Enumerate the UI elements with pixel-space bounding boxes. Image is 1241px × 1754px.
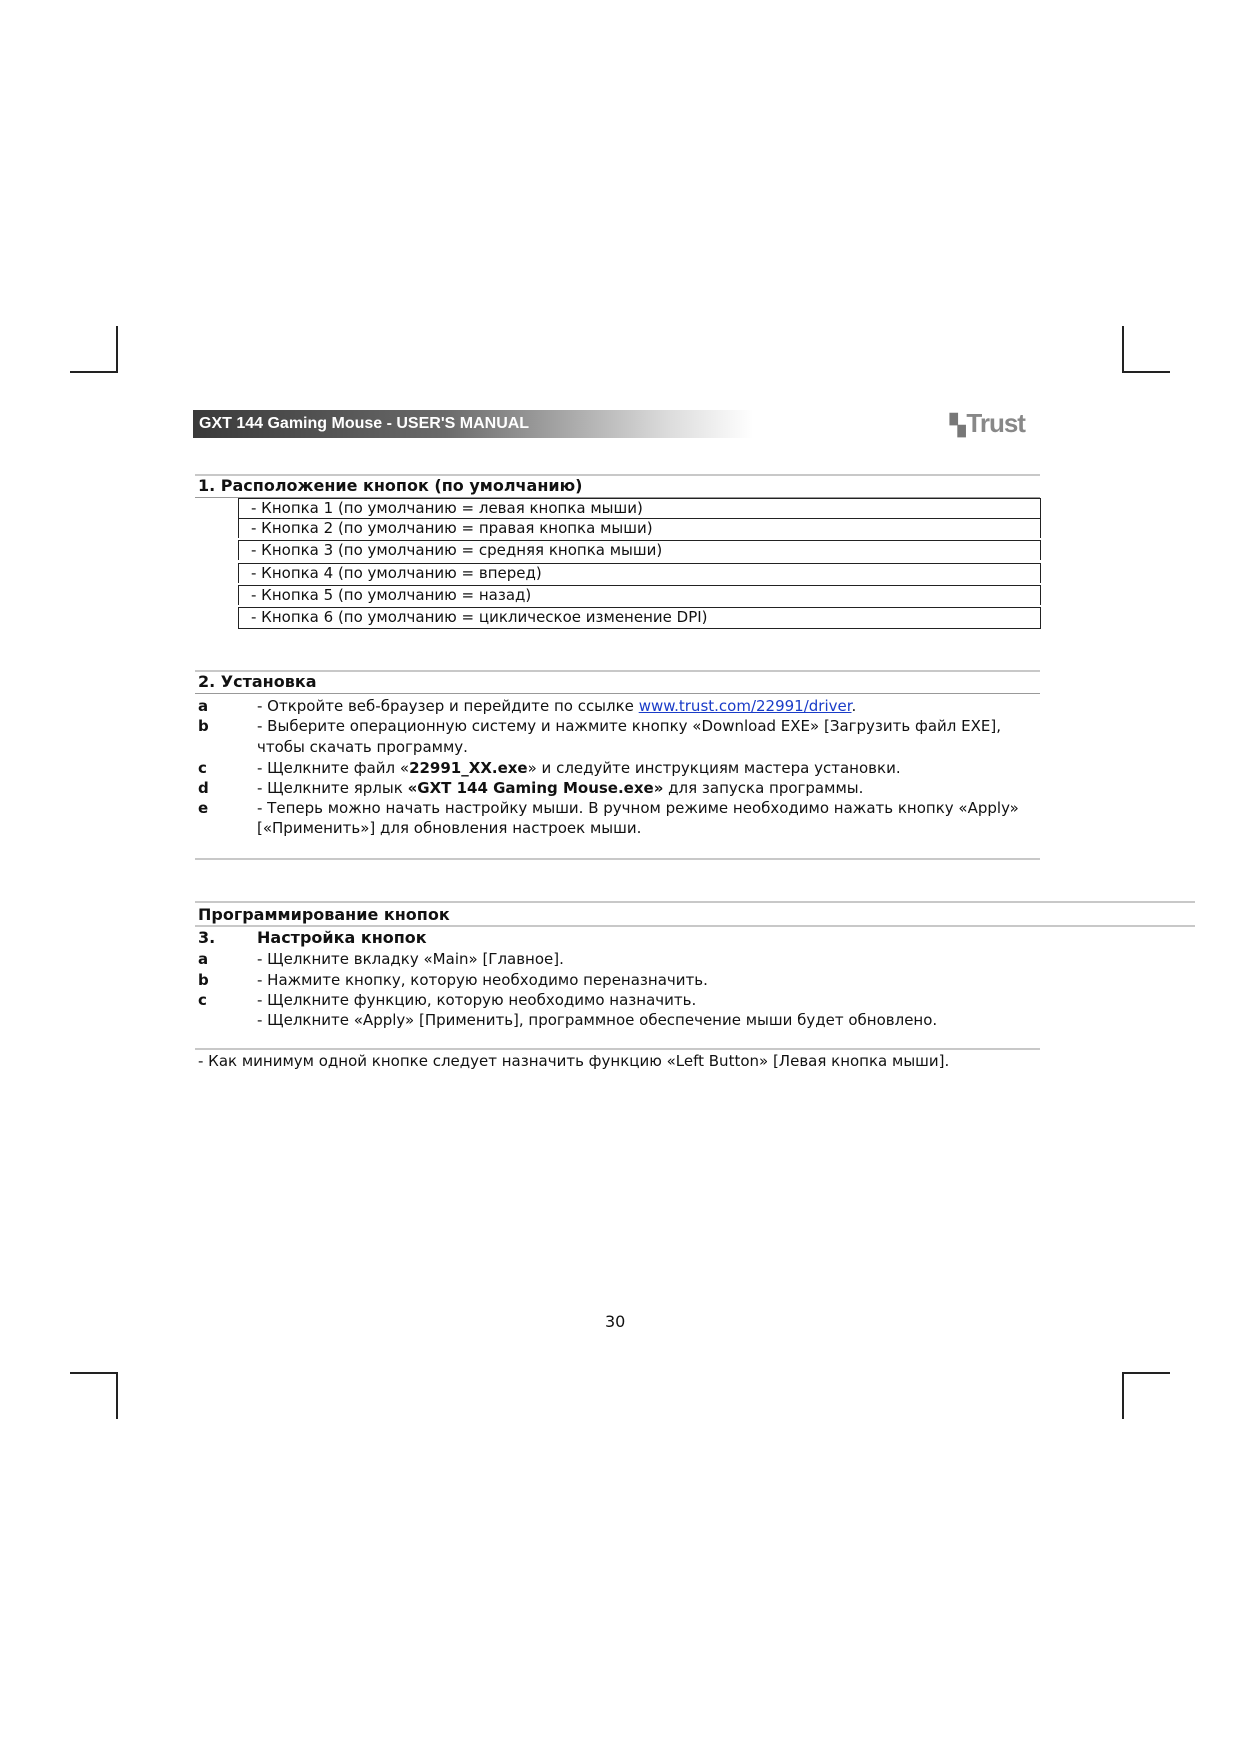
step-e-text-line1: - Теперь можно начать настройку мыши. В ручном режиме необходимо нажать кнопку «Apply» (257, 799, 1019, 817)
crop-mark-top-right (1122, 326, 1124, 373)
step-letter-a: a (198, 950, 209, 968)
crop-mark-top-left (70, 371, 118, 373)
button-row-6: - Кнопка 6 (по умолчанию = циклическое изменение DPI) (238, 607, 1041, 629)
manual-title: GXT 144 Gaming Mouse - USER'S MANUAL (199, 415, 530, 432)
note-text: - Как минимум одной кнопке следует назначить функцию «Left Button» [Левая кнопка мыши]. (198, 1052, 950, 1070)
divider (195, 925, 1195, 927)
step-a-text: - Откройте веб-браузер и перейдите по ссылке www.trust.com/22991/driver. (257, 697, 857, 715)
step-letter-d: d (198, 779, 209, 797)
trust-logo-text: Trust (966, 408, 1025, 438)
button-row-5: - Кнопка 5 (по умолчанию = назад) (238, 585, 1041, 605)
divider (195, 693, 1040, 694)
driver-download-link[interactable]: www.trust.com/22991/driver (638, 697, 852, 715)
step3-d-text: - Щелкните «Apply» [Применить], программное обеспечение мыши будет обновлено. (257, 1011, 938, 1029)
divider (195, 901, 1195, 903)
divider (195, 1048, 1040, 1050)
page-number: 30 (605, 1312, 626, 1331)
trust-logo-mark-icon: ▚ (950, 415, 965, 437)
divider (195, 858, 1040, 860)
step-letter-c: c (198, 759, 207, 777)
installer-filename: 22991_XX.exe (409, 759, 528, 777)
step-c-text: - Щелкните файл «22991_XX.exe» и следуйте инструкциям мастера установки. (257, 759, 901, 777)
step-letter-b: b (198, 717, 209, 735)
button-row-4: - Кнопка 4 (по умолчанию = вперед) (238, 563, 1041, 583)
crop-mark-top-right (1122, 371, 1170, 373)
step-letter-e: e (198, 799, 209, 817)
step-e-text-line2: [«Применить»] для обновления настроек мыши. (257, 819, 642, 837)
programming-heading: Программирование кнопок (198, 905, 450, 924)
step-letter-c: c (198, 991, 207, 1009)
step-b-text-line2: чтобы скачать программу. (257, 738, 468, 756)
step-d-text: - Щелкните ярлык «GXT 144 Gaming Mouse.exe» для запуска программы. (257, 779, 864, 797)
crop-mark-bottom-left (116, 1372, 118, 1419)
section1-title: 1. Расположение кнопок (по умолчанию) (198, 476, 583, 495)
button-row-2: - Кнопка 2 (по умолчанию = правая кнопка мыши) (238, 518, 1041, 538)
step3-b-text: - Нажмите кнопку, которую необходимо переназначить. (257, 971, 708, 989)
step3-a-text: - Щелкните вкладку «Main» [Главное]. (257, 950, 564, 968)
crop-mark-bottom-left (70, 1372, 118, 1374)
step-letter-a: a (198, 697, 209, 715)
step3-c-text: - Щелкните функцию, которую необходимо назначить. (257, 991, 697, 1009)
step-b-text-line1: - Выберите операционную систему и нажмите кнопку «Download EXE» [Загрузить файл EXE], (257, 717, 1001, 735)
crop-mark-bottom-right (1122, 1372, 1170, 1374)
section3-title: Настройка кнопок (257, 928, 427, 947)
trust-logo (950, 408, 1025, 439)
crop-mark-bottom-right (1122, 1372, 1124, 1419)
button-row-3: - Кнопка 3 (по умолчанию = средняя кнопка мыши) (238, 540, 1041, 560)
step-letter-b: b (198, 971, 209, 989)
section2-title: 2. Установка (198, 672, 317, 691)
button-row-1: - Кнопка 1 (по умолчанию = левая кнопка мыши) (238, 498, 1041, 518)
section3-number: 3. (198, 928, 216, 947)
shortcut-name: «GXT 144 Gaming Mouse.exe» (407, 779, 664, 797)
divider (195, 670, 1040, 672)
crop-mark-top-left (116, 326, 118, 373)
manual-header-bar (193, 410, 753, 438)
